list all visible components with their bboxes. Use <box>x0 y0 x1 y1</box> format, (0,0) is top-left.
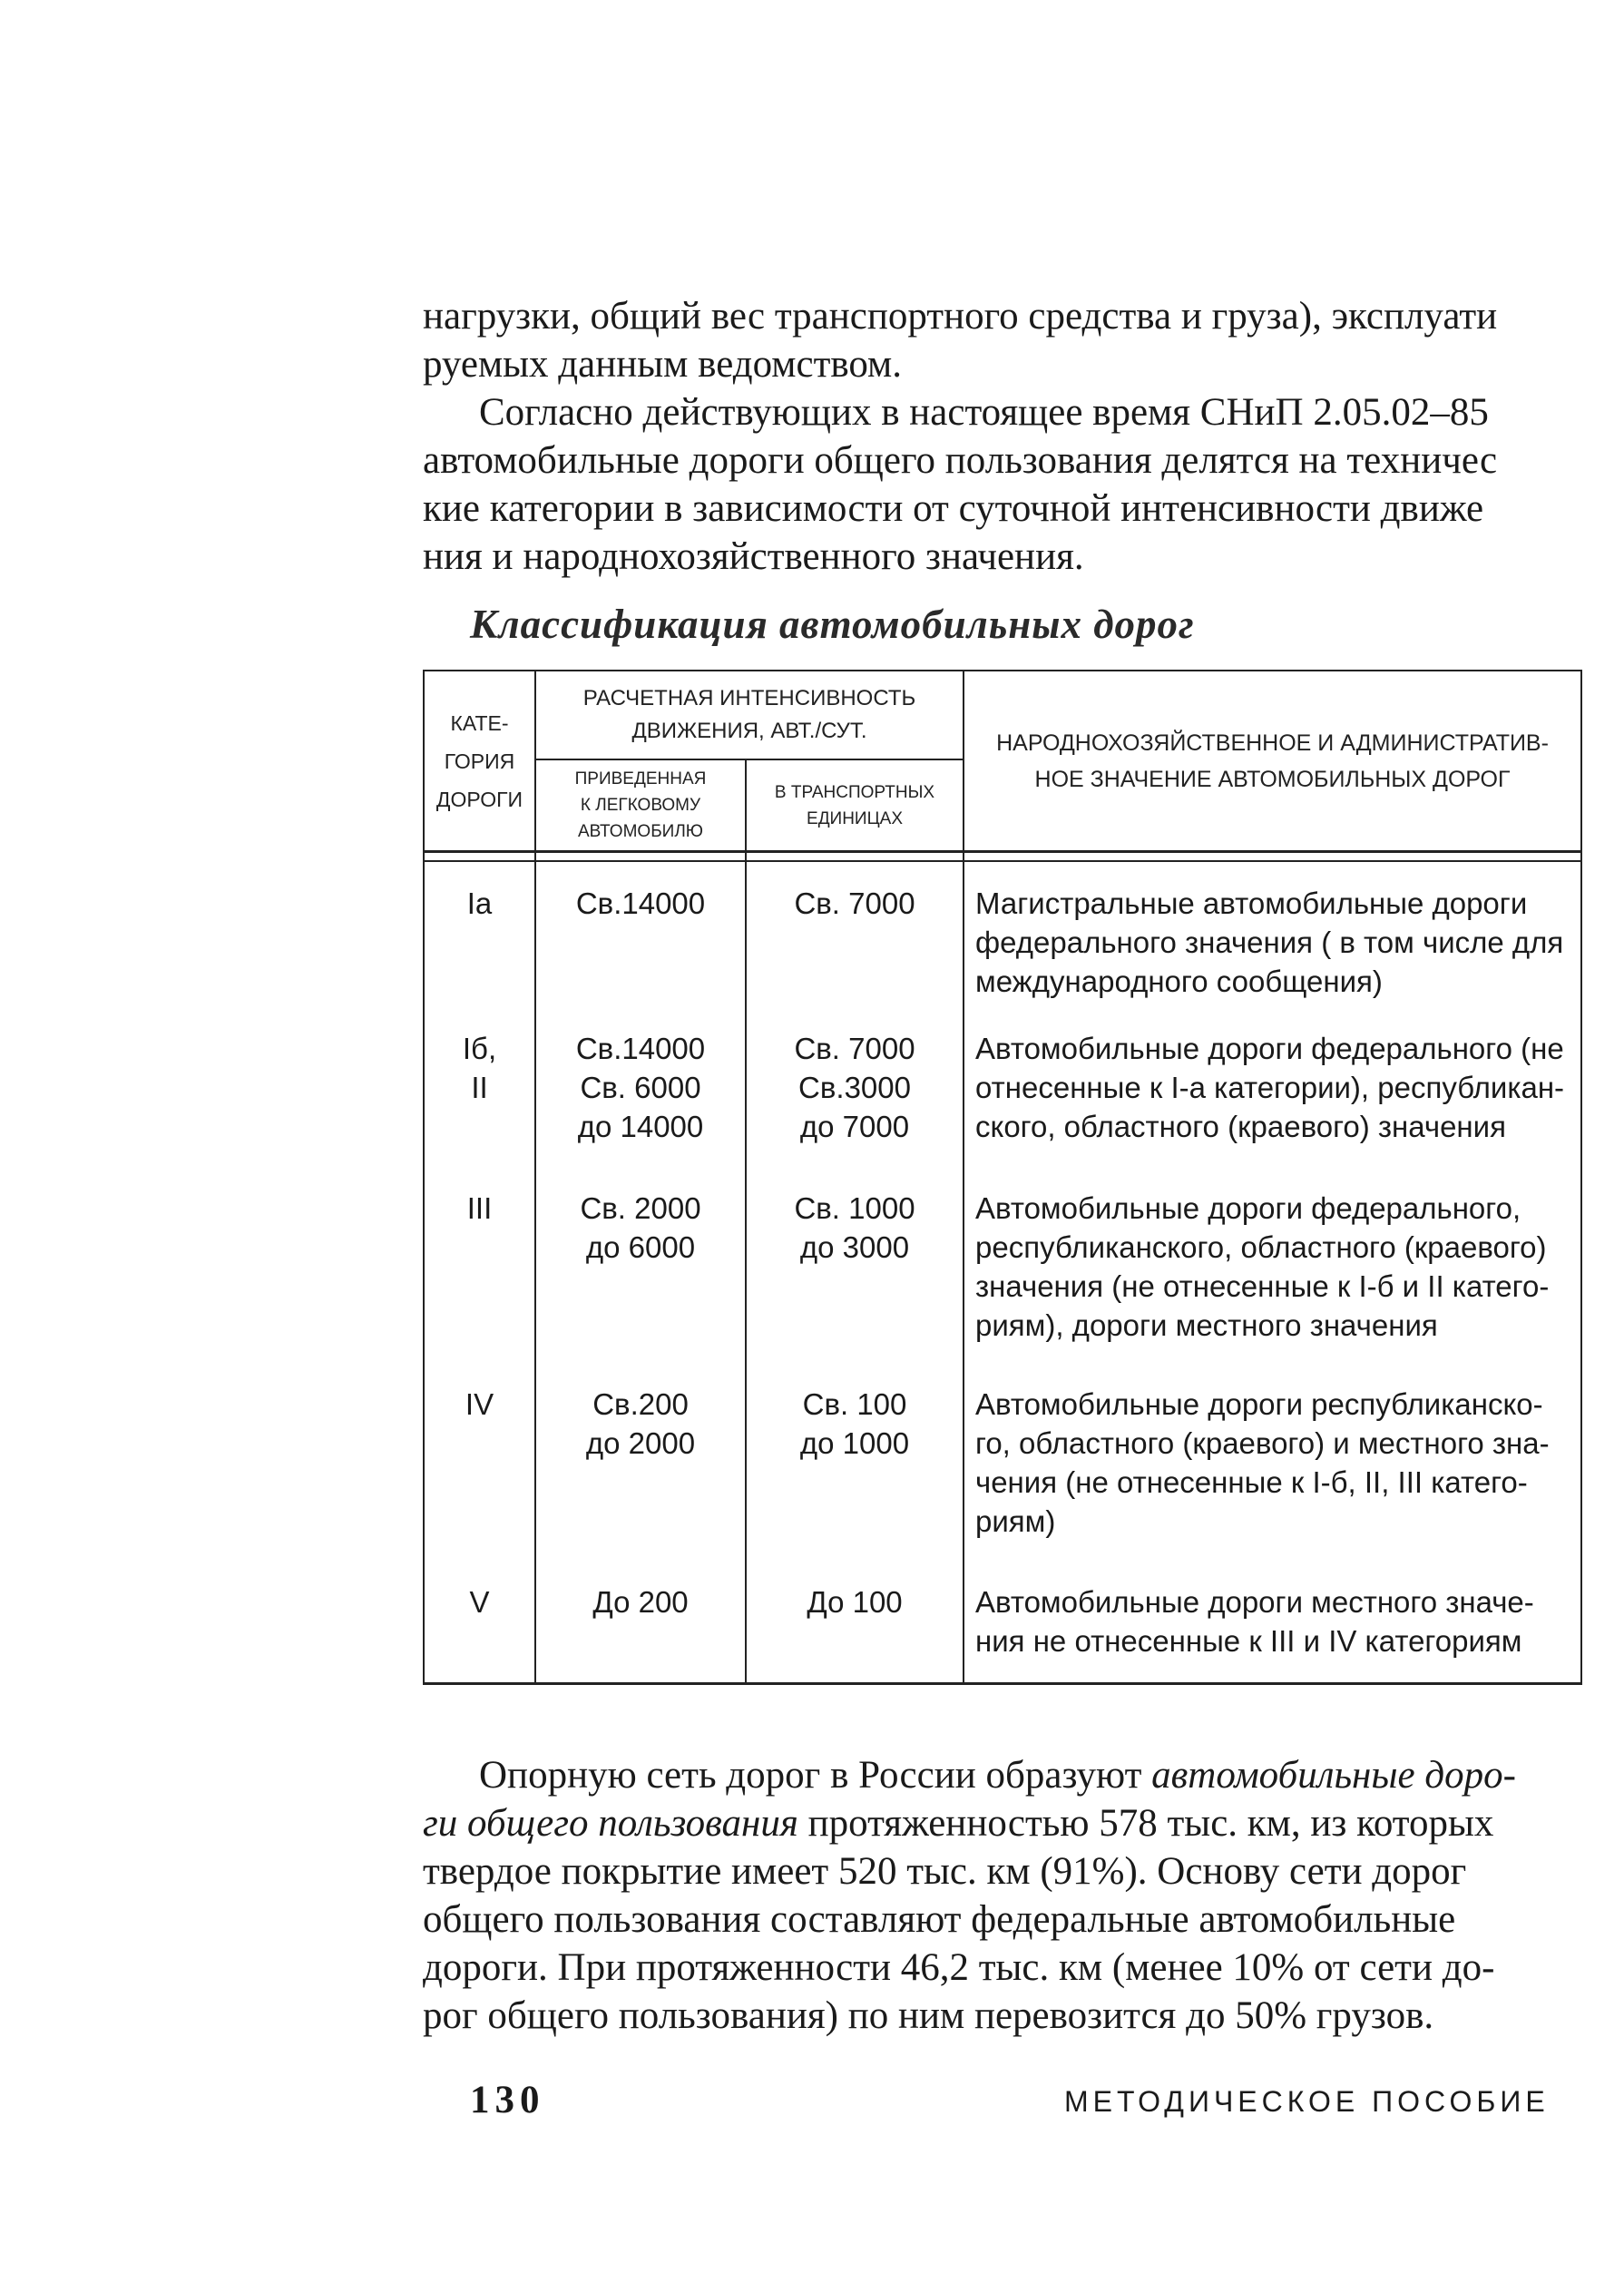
units-intensity-cell: Св. 7000 <box>746 861 964 1018</box>
emphasized-term: автомобильные доро- <box>1151 1754 1516 1797</box>
header-divider <box>424 852 1581 862</box>
text-line: рог общего пользования) по ним перевозится до 50% грузов. <box>423 1994 1434 2037</box>
description-cell: Магистральные автомобильные дороги федерального значения ( в том числе для международного сообщения) <box>964 861 1581 1018</box>
paragraph-road-network <box>423 1751 1570 2040</box>
header-intensity: РАСЧЕТНАЯ ИНТЕНСИВНОСТЬ ДВИЖЕНИЯ, АВТ./СУТ. <box>535 671 964 759</box>
running-title: МЕТОДИЧЕСКОЕ ПОСОБИЕ <box>1064 2085 1550 2118</box>
road-classification-table <box>423 670 1582 1685</box>
table-row <box>424 1572 1581 1684</box>
category-cell: III <box>424 1178 535 1374</box>
text-line: Согласно действующих в настоящее время СНиП 2.05.02–85 <box>479 391 1489 434</box>
header-significance: НАРОДНОХОЗЯЙСТВЕННОЕ И АДМИНИСТРАТИВ- НОЕ ЗНАЧЕНИЕ АВТОМОБИЛЬНЫХ ДОРОГ <box>964 671 1581 852</box>
table-row <box>424 861 1581 1018</box>
description-cell: Автомобильные дороги федерального, республиканского, областного (краевого) значения (не отнесенные к I-б и II катего- риям), дороги местного значения <box>964 1178 1581 1374</box>
header-reduced-to-car: ПРИВЕДЕННАЯ К ЛЕГКОВОМУ АВТОМОБИЛЮ <box>535 759 746 852</box>
description-cell: Автомобильные дороги республиканско- го, областного (краевого) и местного зна- чения (не отнесенные к I-б, II, III катего- риям) <box>964 1374 1581 1572</box>
units-intensity-cell: До 100 <box>746 1572 964 1684</box>
text-line: нагрузки, общий вес транспортного средства и груза), эксплуати <box>423 295 1498 338</box>
units-intensity-cell: Св. 7000 Св.3000 до 7000 <box>746 1018 964 1178</box>
table-header <box>424 671 1581 861</box>
text-line: общего пользования составляют федеральные автомобильные <box>423 1898 1456 1941</box>
reduced-intensity-cell: Св.200 до 2000 <box>535 1374 746 1572</box>
text-run: протяженностью 578 тыс. км, из которых <box>797 1802 1494 1845</box>
reduced-intensity-cell: До 200 <box>535 1572 746 1684</box>
header-category: КАТЕ- ГОРИЯ ДОРОГИ <box>424 671 535 852</box>
text-run: Опорную сеть дорог в России образуют <box>479 1754 1152 1797</box>
paragraph-snip <box>423 388 1570 581</box>
description-cell: Автомобильные дороги федерального (не отнесенные к I-а категории), республикан- ского, областного (краевого) значения <box>964 1018 1581 1178</box>
category-cell: Iа <box>424 861 535 1018</box>
text-line: руемых данным ведомством. <box>423 343 903 386</box>
category-cell: V <box>424 1572 535 1684</box>
category-cell: Iб, II <box>424 1018 535 1178</box>
category-cell: IV <box>424 1374 535 1572</box>
text-line: ния и народнохозяйственного значения. <box>423 535 1084 578</box>
text-line <box>423 1799 1570 1847</box>
reduced-intensity-cell: Св.14000 <box>535 861 746 1018</box>
reduced-intensity-cell: Св.14000 Св. 6000 до 14000 <box>535 1018 746 1178</box>
text-line: дороги. При протяженности 46,2 тыс. км (менее 10% от сети до- <box>423 1946 1495 1989</box>
header-transport-units: В ТРАНСПОРТНЫХ ЕДИНИЦАХ <box>746 759 964 852</box>
units-intensity-cell: Св. 100 до 1000 <box>746 1374 964 1572</box>
reduced-intensity-cell: Св. 2000 до 6000 <box>535 1178 746 1374</box>
description-cell: Автомобильные дороги местного значе- ния не отнесенные к III и IV категориям <box>964 1572 1581 1684</box>
text-line: автомобильные дороги общего пользования делятся на техничес <box>423 439 1498 482</box>
text-line <box>423 1751 1570 1799</box>
table-row <box>424 1018 1581 1178</box>
paragraph-continued <box>423 292 1570 388</box>
table-row <box>424 1374 1581 1572</box>
table-row <box>424 1178 1581 1374</box>
table-title: Классификация автомобильных дорог <box>470 602 1195 647</box>
text-line: кие категории в зависимости от суточной интенсивности движе <box>423 487 1484 530</box>
units-intensity-cell: Св. 1000 до 3000 <box>746 1178 964 1374</box>
emphasized-term: ги общего пользования <box>423 1802 798 1845</box>
page-number: 130 <box>470 2079 545 2121</box>
text-line: твердое покрытие имеет 520 тыс. км (91%). Основу сети дорог <box>423 1850 1467 1893</box>
